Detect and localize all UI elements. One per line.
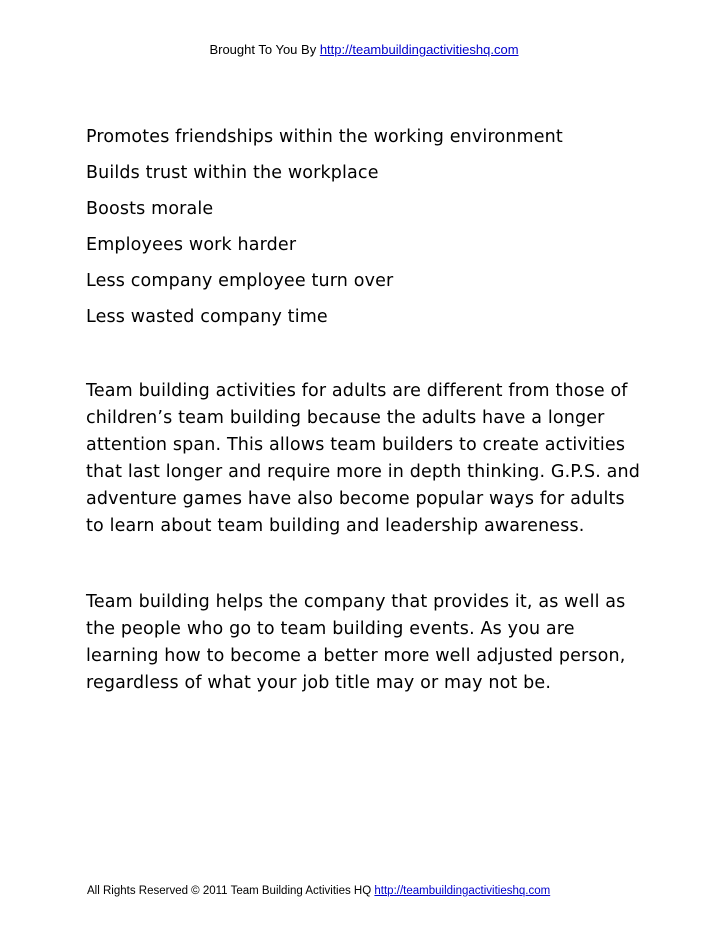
paragraph-company-benefits: Team building helps the company that provides it, as well as the people who go to team building events. As you are learning how to become a better more well adjusted person, regardless of what your job title may or may not be. (86, 592, 626, 693)
header-link[interactable]: http://teambuildingactivitieshq.com (319, 42, 519, 57)
benefit-item: Less company employee turn over (86, 271, 394, 291)
footer-copyright: All Rights Reserved © 2011 Team Building Activities HQ (87, 885, 372, 897)
benefit-item: Boosts morale (86, 199, 214, 219)
main-content (86, 124, 646, 697)
page-header (0, 42, 728, 58)
benefit-item: Employees work harder (86, 235, 297, 255)
benefit-item: Promotes friendships within the working environment (86, 127, 563, 147)
header-prefix: Brought To You By (209, 42, 317, 57)
page-footer (87, 884, 707, 898)
footer-link[interactable]: http://teambuildingactivitieshq.com (374, 885, 551, 897)
benefits-list (86, 124, 646, 330)
benefit-item: Less wasted company time (86, 307, 328, 327)
benefit-item: Builds trust within the workplace (86, 163, 379, 183)
paragraph-adult-activities: Team building activities for adults are different from those of children’s team building because the adults have a longer attention span. This allows team builders to create activities that last longer and require more in depth thinking. G.P.S. and adventure games have also become popular ways for adults to learn about team building and leadership awareness. (86, 381, 641, 536)
